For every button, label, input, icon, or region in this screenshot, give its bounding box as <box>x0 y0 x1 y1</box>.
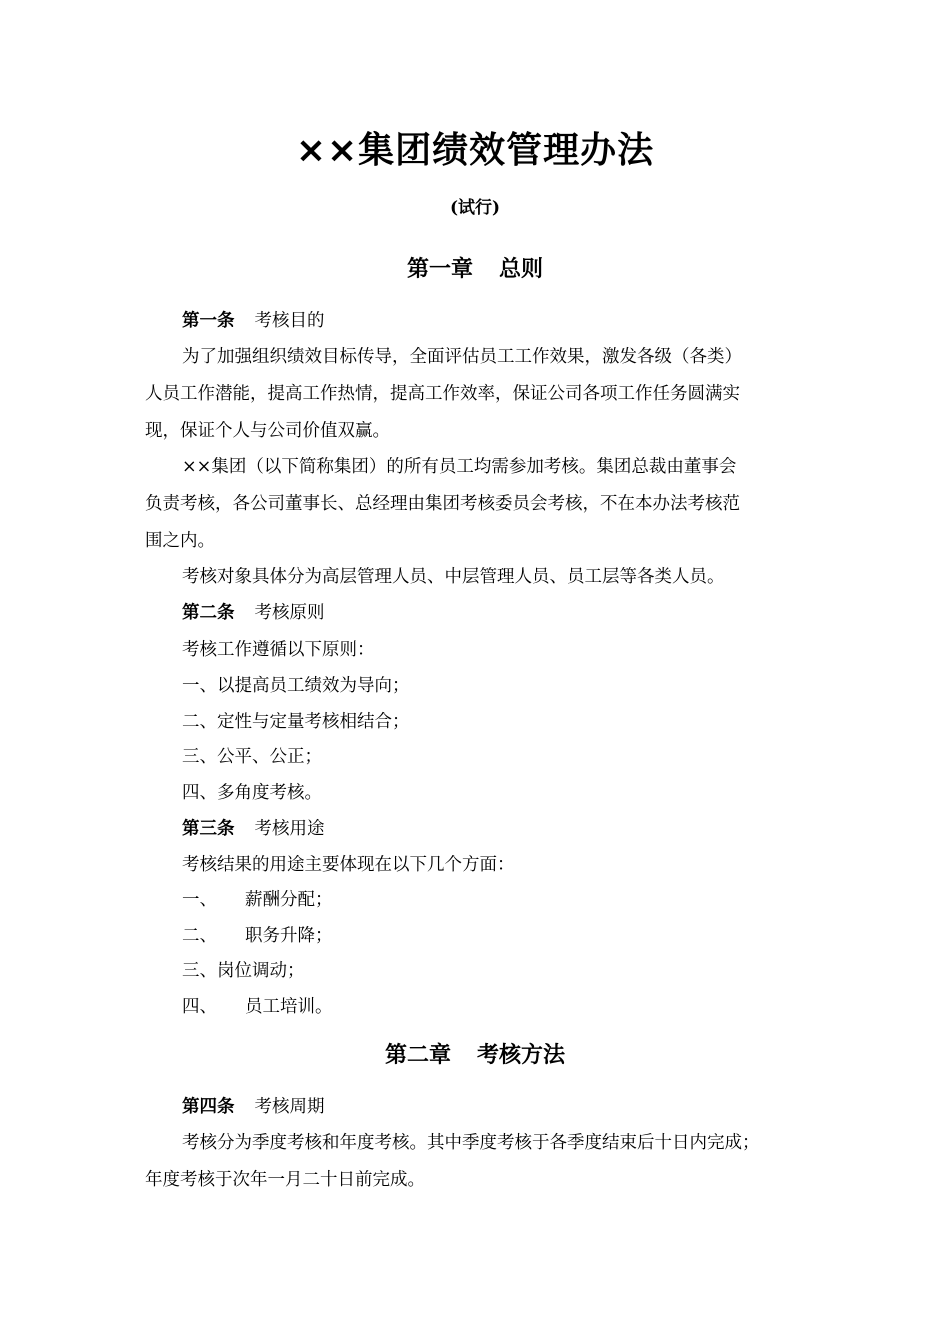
list-number: 四、 <box>182 997 217 1017</box>
chapter-heading-1 <box>145 254 805 286</box>
list-item: 三、公平、公正； <box>182 747 322 767</box>
paragraph-line: ××集团（以下简称集团）的所有员工均需参加考核。集团总裁由董事会 <box>182 457 737 477</box>
article-heading-1 <box>182 308 325 334</box>
list-item <box>182 887 333 913</box>
list-item: 二、定性与定量考核相结合； <box>182 712 410 732</box>
list-item: 四、多角度考核。 <box>182 783 322 803</box>
list-text: 员工培训。 <box>245 997 333 1017</box>
paragraph-line: 考核结果的用途主要体现在以下几个方面： <box>182 855 515 875</box>
paragraph-line: 围之内。 <box>145 531 215 551</box>
article-name: 考核目的 <box>254 311 325 331</box>
article-number: 第四条 <box>182 1097 235 1117</box>
list-text: 职务升降； <box>245 926 333 946</box>
list-number: 三、 <box>182 961 217 981</box>
paragraph-line: 考核分为季度考核和年度考核。其中季度考核于各季度结束后十日内完成； <box>182 1133 760 1153</box>
chapter-number: 第一章 <box>406 257 473 282</box>
document-subtitle: (试行) <box>449 198 501 218</box>
article-name: 考核周期 <box>254 1097 325 1117</box>
article-heading-2 <box>182 600 325 626</box>
paragraph-line: 人员工作潜能，提高工作热情，提高工作效率，保证公司各项工作任务圆满实 <box>145 384 740 404</box>
paragraph-line: 考核对象具体分为高层管理人员、中层管理人员、员工层等各类人员。 <box>182 567 725 587</box>
chapter-name: 总则 <box>499 257 544 282</box>
document-title: ××集团绩效管理办法 <box>295 130 655 171</box>
article-number: 第三条 <box>182 819 235 839</box>
article-name: 考核原则 <box>254 603 325 623</box>
paragraph-line: 年度考核于次年一月二十日前完成。 <box>145 1170 425 1190</box>
list-number: 一、 <box>182 890 217 910</box>
article-heading-3 <box>182 816 325 842</box>
list-text: 薪酬分配； <box>245 890 333 910</box>
chapter-heading-2 <box>145 1040 805 1072</box>
chapter-number: 第二章 <box>384 1043 451 1068</box>
article-name: 考核用途 <box>254 819 325 839</box>
list-text: 岗位调动； <box>217 961 305 981</box>
list-item <box>182 994 333 1020</box>
list-number: 二、 <box>182 926 217 946</box>
paragraph-line: 现，保证个人与公司价值双赢。 <box>145 421 390 441</box>
article-number: 第二条 <box>182 603 235 623</box>
paragraph-line: 考核工作遵循以下原则： <box>182 640 375 660</box>
list-item: 一、以提高员工绩效为导向； <box>182 676 410 696</box>
article-heading-4 <box>182 1094 325 1120</box>
list-item <box>182 923 333 949</box>
paragraph-line: 负责考核，各公司董事长、总经理由集团考核委员会考核，不在本办法考核范 <box>145 494 740 514</box>
list-item <box>182 958 305 984</box>
article-number: 第一条 <box>182 311 235 331</box>
paragraph-line: 为了加强组织绩效目标传导，全面评估员工工作效果，激发各级（各类） <box>182 347 742 367</box>
chapter-name: 考核方法 <box>477 1043 566 1068</box>
